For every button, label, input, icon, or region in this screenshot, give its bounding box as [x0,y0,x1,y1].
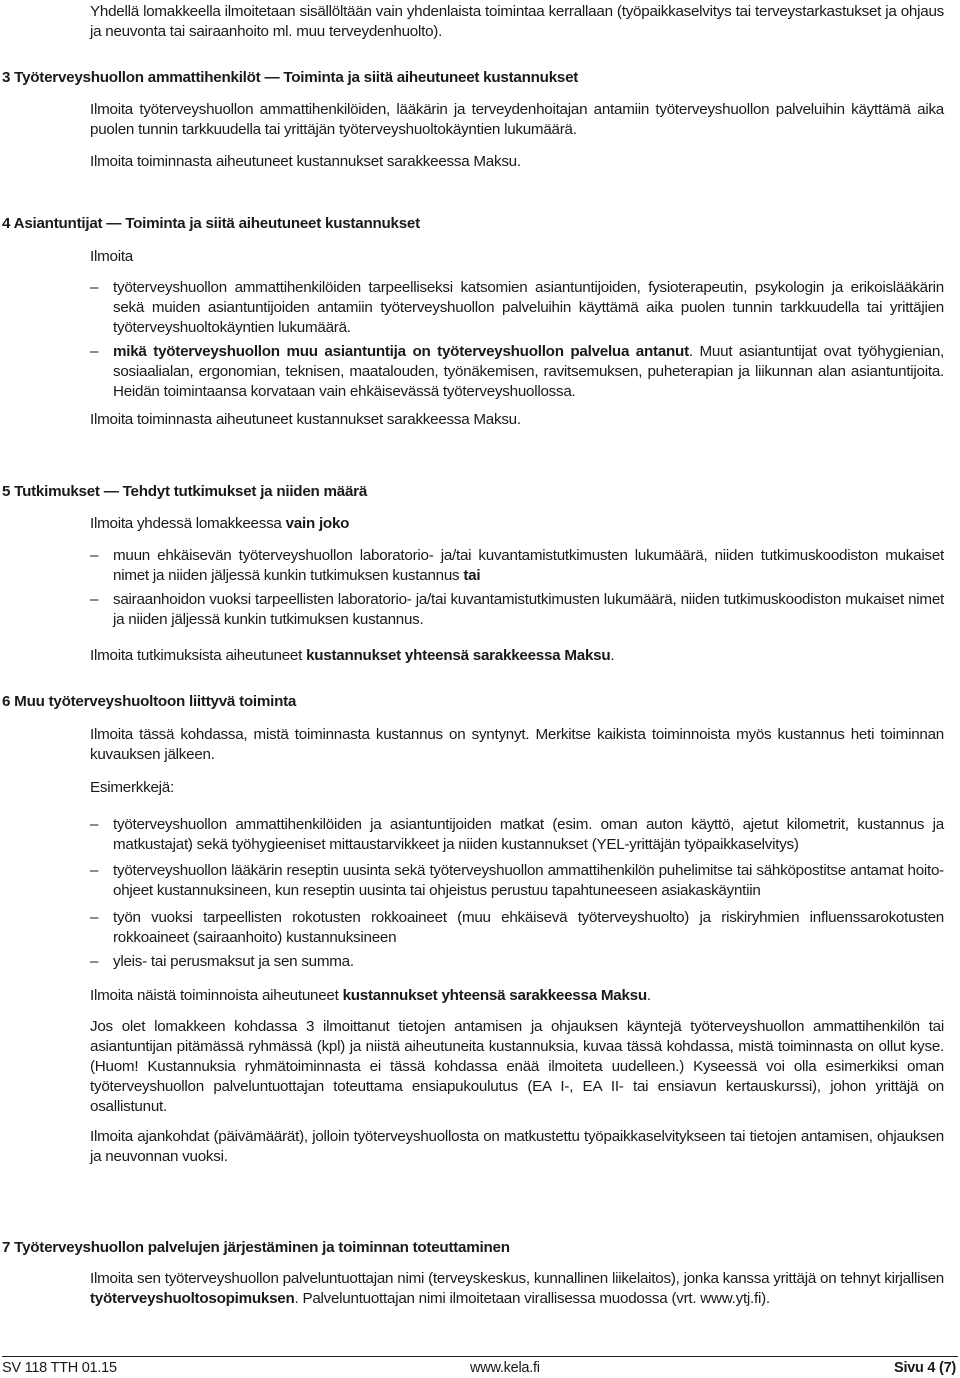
section-7-text-end: . Palveluntuottajan nimi ilmoitetaan virallisessa muodossa (vrt. www.ytj.fi). [294,1290,770,1307]
section-5-lead [90,514,944,534]
section-5-lead-bold: vain joko [285,515,350,532]
section-4-item-bold: mikä työterveyshuollon muu asiantuntija on työterveyshuollon palvelua antanut [113,343,689,360]
section-4-lead: Ilmoita [90,248,133,265]
section-4 [0,214,960,430]
section-5-list-item [90,546,944,586]
section-3-heading: 3 Työterveyshuollon ammattihenkilöt — Toiminta ja siitä aiheutuneet kustannukset [2,69,579,86]
section-6-list-item: – yleis- tai perusmaksut ja sen summa. [90,952,944,972]
section-7-text: Ilmoita sen työterveyshuollon palveluntuottajan nimi (terveyskeskus, kunnallinen liikelaitos), jonka kanssa yrittäjä on tehnyt kirjallisen [90,1270,944,1287]
section-5-end-bold: kustannukset yhteensä sarakkeessa Maksu [306,647,611,664]
section-3 [0,68,960,172]
section-5-list-item: – sairaanhoidon vuoksi tarpeellisten laboratorio- ja/tai kuvantamistutkimusten lukumäärä, niiden tutkimuskoodiston mukaiset nimet ja niiden jäljessä kunkin tutkimuksen kustannus. [90,590,944,630]
section-6-paragraph-2: Jos olet lomakkeen kohdassa 3 ilmoittanut tietojen antamisen ja ohjauksen käyntejä työterveyshuollon ammattihenkilön tai asiantuntijan pitämässä ryhmässä (kpl) ja niistä aiheutuneita kustannuksia, kuvaa tässä kohdassa, mistä toiminnasta on ollut kyse. (Huom! Kustannuksia ryhmätoiminnasta ei tässä kohdassa enää ilmoiteta uudelleen.) Kyseessä voi olla esimerkiksi oman työterveyshuollon palveluntuottajan toteuttama ensiapukoulutus (EA I-, EA II- tai ensiavun kertauskurssi), johon yrittäjä on osallistunut. [90,1018,944,1115]
section-4-list-item: – työterveyshuollon ammattihenkilöiden tarpeelliseksi katsomien asiantuntijoiden, fysioterapeutin, psykologin ja erikoislääkärin sekä muiden asiantuntijoiden antamiin työterveyshuollon palveluihin käyttämä aika puolen tunnin tarkkuudella tai yrittäjien työterveyshuoltokäyntien lukumäärä. [90,278,944,338]
section-5 [0,482,960,666]
section-5-item-bold: tai [463,567,481,584]
intro-paragraph: Yhdellä lomakkeella ilmoitetaan sisällöltään vain yhdenlaista toimintaa kerrallaan (työpaikkaselvitys tai terveystarkastukset ja ohjaus ja neuvonta tai sairaanhoito ml. muu terveydenhuolto). [90,3,944,40]
section-4-end-paragraph: Ilmoita toiminnasta aiheutuneet kustannukset sarakkeessa Maksu. [90,411,521,428]
section-5-end-text: Ilmoita tutkimuksista aiheutuneet [90,647,307,664]
website-link[interactable]: www.kela.fi [470,1360,540,1376]
page-number: Sivu 4 (7) [894,1360,956,1376]
section-7-paragraph [90,1269,944,1309]
section-6-paragraph-1: Ilmoita tässä kohdassa, mistä toiminnasta kustannus on syntynyt. Merkitse kaikista toiminnoista myös kustannus heti toiminnan kuvauksen jälkeen. [90,726,944,763]
section-6-list-item: – työterveyshuollon ammattihenkilöiden ja asiantuntijoiden matkat (esim. oman auton käyttö, ajetut kilometrit, kustannus ja matkustajat) sekä työhygieeniset mittaustarvikkeet ja niiden kustannukset (YEL-yrittäjän työpaikkaselvitys) [90,815,944,855]
section-5-lead-text: Ilmoita yhdessä lomakkeessa [90,515,286,532]
section-5-item-text: muun ehkäisevän työterveyshuollon laboratorio- ja/tai kuvantamistutkimusten lukumäärä, niiden tutkimuskoodiston mukaiset nimet ja niiden jäljessä kunkin tutkimuksen kustannus [113,547,944,584]
section-6-end-punct: . [646,987,651,1004]
section-6-examples-label: Esimerkkejä: [90,779,174,796]
section-5-end-punct: . [610,647,615,664]
section-5-heading: 5 Tutkimukset — Tehdyt tutkimukset ja niiden määrä [2,483,368,500]
section-6-end-paragraph [90,986,944,1006]
section-7-bold: työterveyshuoltosopimuksen [90,1290,295,1307]
section-6-end-text: Ilmoita näistä toiminnoista aiheutuneet [90,987,343,1004]
section-3-paragraph-1: Ilmoita työterveyshuollon ammattihenkilöiden, lääkärin ja terveydenhoitajan antamiin työterveyshuollon palveluihin käyttämä aika puolen tunnin tarkkuudella tai yrittäjän työterveyshuoltokäyntien lukumäärä. [90,101,944,138]
section-6-paragraph-3: Ilmoita ajankohdat (päivämäärät), jolloin työterveyshuollosta on matkustettu työpaikkaselvitykseen tai tietojen antamisen, ohjauksen ja neuvonnan vuoksi. [90,1128,944,1165]
section-4-heading: 4 Asiantuntijat — Toiminta ja siitä aiheutuneet kustannukset [2,215,420,232]
section-6-list-item: – työn vuoksi tarpeellisten rokotusten rokkoaineet (muu ehkäisevä työterveyshuolto) ja riskiryhmien influenssarokotusten rokkoaineet (sairaanhoito) kustannuksineen [90,908,944,948]
section-7-heading: 7 Työterveyshuollon palvelujen järjestäminen ja toiminnan toteuttaminen [2,1239,510,1256]
section-5-end-paragraph [90,646,944,666]
section-4-item-text: . Muut asiantuntijat ovat työhygienian, sosiaalialan, ergonomian, teknisen, maatalouden, työnäkemisen, ravitsemuksen, puheterapian ja liikunnan alan asiantuntijoita. Heidän toimintaansa korvataan vain ehkäisevässä työterveyshuollossa. [113,343,944,400]
section-6-end-bold: kustannukset yhteensä sarakkeessa Maksu [342,987,647,1004]
section-6 [0,692,960,1167]
section-7 [0,1238,960,1309]
section-4-list-item [90,342,944,402]
page-footer [2,1356,958,1377]
section-6-heading: 6 Muu työterveyshuoltoon liittyvä toiminta [2,693,297,710]
section-3-paragraph-2: Ilmoita toiminnasta aiheutuneet kustannukset sarakkeessa Maksu. [90,153,521,170]
form-code: SV 118 TTH 01.15 [2,1360,117,1376]
section-6-list-item: – työterveyshuollon lääkärin reseptin uusinta sekä työterveyshuollon ammattihenkilön puhelimitse tai sähköpostitse antamat hoito-ohjeet kustannuksineen, kun reseptin uusinta tai ohjeistus perustuu tapahtuneeseen asiakaskäyntiin [90,861,944,901]
